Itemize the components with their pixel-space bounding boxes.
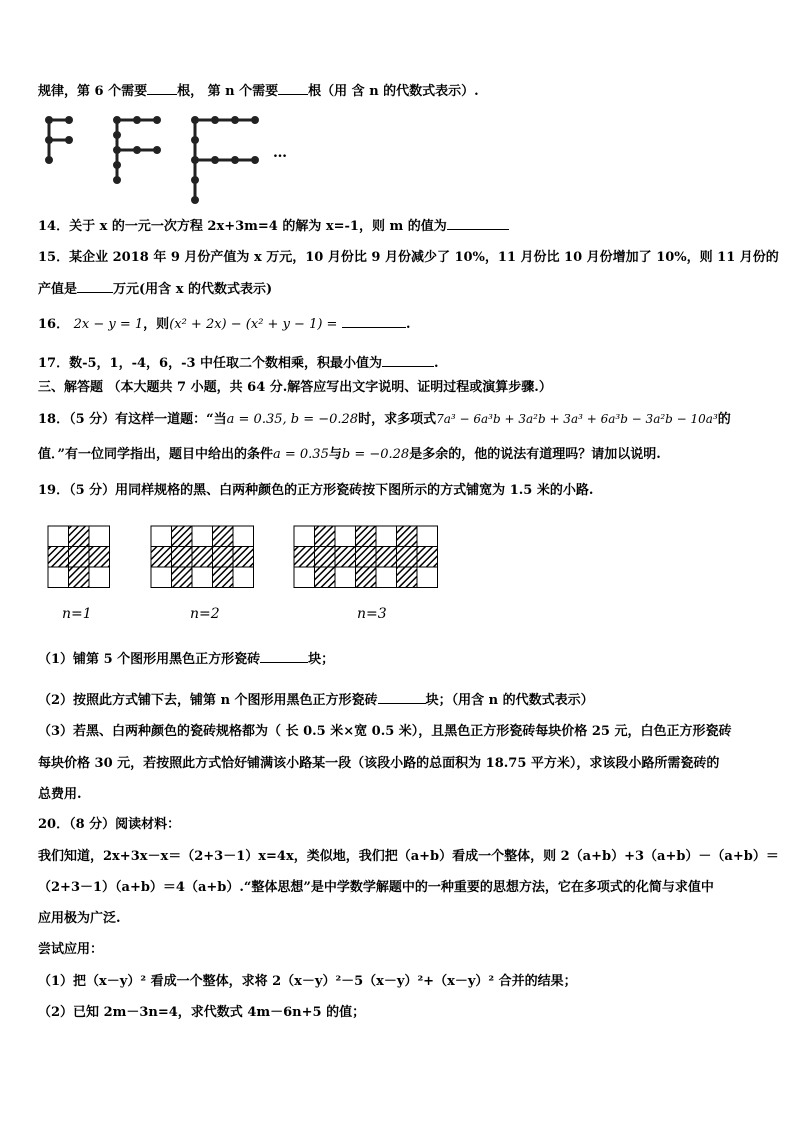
question-15: 15．某企业 2018 年 9 月份产值为 x 万元，10 月份比 9 月份减少了 10%，11 月份比 10 月份增加了 10%，则 11 月份的 (38, 250, 779, 265)
black-tile (69, 567, 90, 588)
black-tile (213, 567, 234, 588)
black-tile (172, 567, 193, 588)
question-19-part-3-cont: 每块价格 30 元，若按照此方式恰好铺满该小路某一段（该段小路的总面积为 18.75 平方米），求该段小路所需瓷砖的 (38, 756, 720, 771)
section-heading: 三、解答题 （本大题共 7 小题，共 64 分.解答应写出文字说明、证明过程或演算步骤.） (38, 380, 552, 395)
white-tile (89, 567, 110, 588)
white-tile (48, 567, 69, 588)
black-tile (315, 567, 336, 588)
question-19-part-3-end: 总费用. (38, 787, 82, 802)
white-tile (335, 526, 356, 547)
answer-blank[interactable] (382, 366, 434, 367)
white-tile (376, 526, 397, 547)
question-20-text: （2+3－1）（a+b）＝4（a+b）.“整体思想”是中学数学解题中的一种重要的思想方法，它在多项式的化简与求值中 (38, 880, 714, 895)
answer-blank[interactable] (342, 327, 406, 328)
white-tile (192, 567, 213, 588)
question-20-text: 我们知道，2x+3x－x＝（2+3－1）x=4x，类似地，我们把（a+b）看成一个整体，则 2（a+b）+3（a+b）－（a+b）＝ (38, 849, 779, 864)
black-tile (172, 526, 193, 547)
caption-n1: n=1 (62, 606, 92, 622)
black-tile (397, 526, 418, 547)
answer-blank[interactable] (378, 703, 426, 704)
answer-blank[interactable] (147, 94, 177, 95)
black-tile (233, 547, 254, 568)
white-tile (151, 526, 172, 547)
black-tile (376, 547, 397, 568)
white-tile (294, 567, 315, 588)
question-20-try: 尝试应用： (38, 942, 104, 957)
black-tile (315, 547, 336, 568)
caption-n2: n=2 (190, 606, 220, 622)
caption-n3: n=3 (357, 606, 387, 622)
black-tile (315, 526, 336, 547)
black-tile (192, 547, 213, 568)
black-tile (294, 547, 315, 568)
answer-blank[interactable] (278, 94, 308, 95)
black-tile (48, 547, 69, 568)
white-tile (89, 526, 110, 547)
black-tile (151, 547, 172, 568)
black-tile (417, 547, 438, 568)
question-15-cont: 产值是 万元(用含 x 的代数式表示) (38, 282, 273, 297)
black-tile (335, 547, 356, 568)
white-tile (192, 526, 213, 547)
question-18: 18．（5 分）有这样一道题：“当a = 0.35, b = −0.28时，求多项式7a³ − 6a³b + 3a²b + 3a³ + 6a³b − 3a²b − 10a³的 (38, 412, 731, 427)
black-tile (172, 547, 193, 568)
answer-blank[interactable] (447, 229, 509, 230)
black-tile (213, 526, 234, 547)
black-tile (69, 547, 90, 568)
white-tile (417, 567, 438, 588)
answer-blank[interactable] (77, 292, 113, 293)
black-tile (69, 526, 90, 547)
ellipsis: … (273, 145, 287, 161)
question-19-part-1: （1）铺第 5 个图形用黑色正方形瓷砖 块； (38, 652, 335, 667)
white-tile (151, 567, 172, 588)
tile-figures (44, 524, 444, 600)
question-16: 16． 2x − y = 1，则(x² + 2x) − (x² + y − 1) = . (38, 317, 411, 332)
white-tile (417, 526, 438, 547)
black-tile (356, 526, 377, 547)
question-20-part-2: （2）已知 2m－3n=4，求代数式 4m－6n+5 的值； (38, 1005, 366, 1020)
question-20-part-1: （1）把（x－y）² 看成一个整体，求将 2（x－y）²－5（x－y）²+（x－y）² 合并的结果； (38, 974, 577, 989)
pattern-question-line: 规律，第 6 个需要 根， 第 n 个需要 根（用 含 n 的代数式表示）. (38, 84, 479, 99)
black-tile (397, 547, 418, 568)
white-tile (376, 567, 397, 588)
black-tile (213, 547, 234, 568)
black-tile (356, 547, 377, 568)
white-tile (335, 567, 356, 588)
question-19-part-3: （3）若黑、白两种颜色的瓷砖规格都为（ 长 0.5 米×宽 0.5 米），且黑色正方形瓷砖每块价格 25 元，白色正方形瓷砖 (38, 724, 732, 739)
question-18-cont: 值．”有一位同学指出，题目中给出的条件a = 0.35与b = −0.28是多余的，他的说法有道理吗？请加以说明. (38, 447, 661, 462)
black-tile (397, 567, 418, 588)
question-19-part-2: （2）按照此方式铺下去，铺第 n 个图形用黑色正方形瓷砖 块；（用含 n 的代数式表示） (38, 693, 594, 708)
answer-blank[interactable] (260, 662, 308, 663)
question-17: 17．数-5，1，-4，6，-3 中任取二个数相乘，积最小值为 . (38, 356, 439, 371)
black-tile (89, 547, 110, 568)
white-tile (233, 567, 254, 588)
question-20-text: 应用极为广泛. (38, 911, 121, 926)
black-tile (356, 567, 377, 588)
question-14: 14．关于 x 的一元一次方程 2x+3m=4 的解为 x=-1，则 m 的值为 (38, 218, 509, 236)
white-tile (233, 526, 254, 547)
question-20-title: 20．（8 分）阅读材料： (38, 817, 181, 832)
white-tile (48, 526, 69, 547)
matchstick-figures (40, 112, 300, 207)
question-19: 19．（5 分）用同样规格的黑、白两种颜色的正方形瓷砖按下图所示的方式铺宽为 1.5 米的小路. (38, 483, 594, 498)
white-tile (294, 526, 315, 547)
